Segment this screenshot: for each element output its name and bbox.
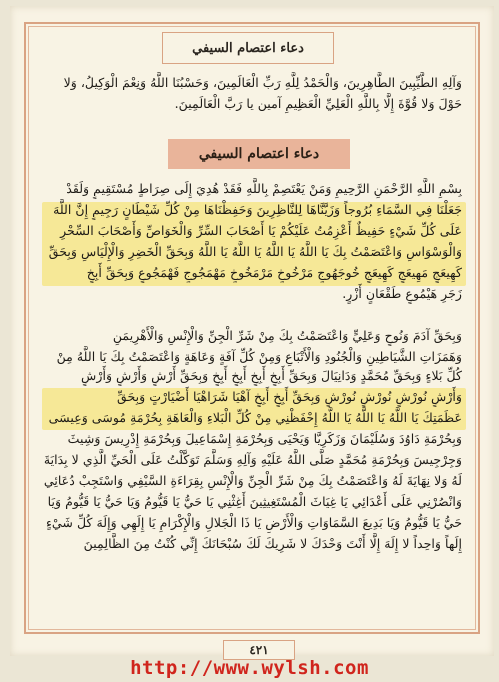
text-line: حَوْلَ وَلا قُوَّةَ إِلَّا بِاللَّهِ الْعَلِيِّ الْعَظِيمِ آمين يا رَبَّ الْعَالَمِينَ. — [174, 96, 462, 111]
text-line — [44, 304, 462, 325]
text-line: وَالْوَسْوَاسِ وَاعْتَصَمْتُ بِكَ يَا اللَّهُ يَا اللَّهُ يَا اللَّهُ يَا اللَّهُ وَبِحَقِّ الْخَضِرِ وَالْإِلْيَاسِ وَبِحَقِّ — [48, 244, 462, 259]
section-title-box — [168, 139, 350, 169]
intro-paragraph — [44, 72, 462, 114]
text-line: حَيُّ يَا قَيُّومُ وَيَا بَدِيعَ السَّمَاوَاتِ وَالْأَرْضِ يَا ذَا الْجَلالِ وَالْإِكْرَامِ يَا إِلَهِي وَإِلَهَ كُلِّ شَيْءٍ — [46, 515, 462, 530]
watermark-url: http://www.wylsh.com — [130, 657, 369, 679]
text-line: وَأَرْشٍ نُورْشٍ نُورْشٍ نُورْشٍ وَبِحَقِّ أَبِخٍ أَبِخٍ آهْيَا شَرَاهْيَا أَضْيَارْتٍ وَبِحَقِّ — [117, 389, 462, 404]
text-line: عَلَى كُلِّ شَيْءٍ حَفِيظٌ أَعْزِمُتُ عَلَيْكُمْ يَا أَصْحَابَ السِّرِّ وَالْخَوَاصِّ وَأَصْحَابَ السِّحْرِ — [60, 223, 462, 238]
text-line: إِلَهاً وَاحِداً لا إِلَهَ إِلَّا أَنْتَ وَحْدَكَ لا شَرِيكَ لَكَ سُبْحَانَكَ إِنِّي كُنْتُ مِنَ الظَّالِمِينَ — [83, 536, 462, 551]
text-line: وَبِحَقِّ آدَمَ وَنُوحٍ وَعَلِيٍّ وَاعْتَصَمْتُ بِكَ مِنْ شَرِّ الْجِنِّ وَالْإِنْسِ وَالْأَهْرِيمَنِ — [112, 328, 462, 343]
text-line: وَهَمَزَاتِ الشَّيَاطِينِ وَالْجُنُودِ وَالْأَتْبَاعِ وَمِنْ كُلِّ آفَةٍ وَعَاهَةٍ وَاعْتَصَمْتُ بِكَ يَا اللَّهُ مِنْ — [56, 349, 462, 364]
book-page — [10, 6, 494, 656]
text-line: كُلِّ بَلاءٍ وَبِحَقِّ مُحَمَّدٍ وَدَانِيَالَ وَبِحَقِّ أَبِخٍ أَبِخٍ أَبِخٍ أَبِخٍ وَبِحَقِّ أَرْشٍ وَأَرْشٍ وَأَرْشٍ — [81, 368, 462, 383]
running-header — [162, 32, 334, 64]
text-line: عَظَمَتِكَ يَا اللَّهُ يَا اللَّهُ يَا اللَّهُ إِحْفَظْنِي مِنْ كُلِّ الْبَلاءِ وَالْعَاهَةِ بِحُرْمَةِ مُوسَى وَعِيسَى — [48, 410, 462, 425]
text-line: جَعَلْنَا فِي السَّمَاءِ بُرُوجاً وَزَيَّنَّاهَا لِلنَّاظِرِينَ وَحَفِظْنَاهَا مِنْ كُلِّ شَيْطَانٍ رَجِيمٍ إِنَّ اللَّهَ — [53, 202, 462, 217]
section-title: دعاء اعتصام السيفي — [198, 146, 320, 162]
prayer-paragraph-1 — [44, 178, 462, 367]
text-line: وَجِرْجِيسَ وَبِحُرْمَةِ مُحَمَّدٍ صَلَّى اللَّهُ عَلَيْهِ وَآلِهِ وَسَلَّمَ تَوَكَّلْتُ عَلَى الْحَيِّ الَّذِي لا بِدَايَةَ — [44, 452, 462, 467]
running-header-title: دعاء اعتصام السيفي — [192, 40, 304, 56]
text-line: بِسْمِ اللَّهِ الرَّحْمَنِ الرَّحِيمِ وَمَنْ يَعْتَصِمْ بِاللَّهِ فَقَدْ هُدِيَ إِلَى صِرَاطٍ مُسْتَقِيمٍ وَلَقَدْ — [66, 181, 462, 196]
text-line: وَآلِهِ الطَّيِّبِينَ الطَّاهِرِينَ، وَالْحَمْدُ لِلَّهِ رَبِّ الْعَالَمِينَ، وَحَسْبُنَا اللَّهُ وَنِعْمَ الْوَكِيلُ، وَلا — [63, 75, 462, 90]
page-number: ٤٢١ — [249, 643, 269, 657]
prayer-paragraph-2 — [44, 365, 462, 554]
text-line: وَانْصُرْنِي عَلَى أَعْدَائِي يَا غِيَاثَ الْمُسْتَغِيثِينَ أَغِثْنِي يَا حَيُّ يَا قَيُّومُ وَيَا حَيُّ يَا قَيُّومُ وَيَا — [47, 494, 462, 509]
text-line: كَهِيعَجٍ مَهِيعَجٍ كَهِيعَجٍ خُوجَهُوجٍ مَرْخُوخٍ مَرْمَخُوخٍ مَهْمَجُوجٍ فَهْمَجُوعٍ وَبِحَقِّ أَبِخٍ — [86, 265, 462, 280]
text-line: وَبِحُرْمَةِ دَاوُدَ وَسُلَيْمَانَ وَزَكَرِيَّا وَيَحْيَى وَبِحُرْمَةِ إِسْمَاعِيلَ وَبِحُرْمَةِ إِدْرِيسَ وَشِيثَ — [67, 431, 462, 446]
text-line: لَهُ وَلا نِهَايَةَ لَهُ وَاعْتَصَمْتُ بِكَ مِنْ شَرِّ الْجِنِّ وَالْإِنْسِ بِقِرَاءَةِ السَّيْفِي وَاسْتَجِبْ دُعَائِي — [44, 473, 462, 488]
text-line: زَجَرِ هَيْمُوعٍ طَقْعَانٍ أَزْرٍ. — [342, 286, 462, 301]
